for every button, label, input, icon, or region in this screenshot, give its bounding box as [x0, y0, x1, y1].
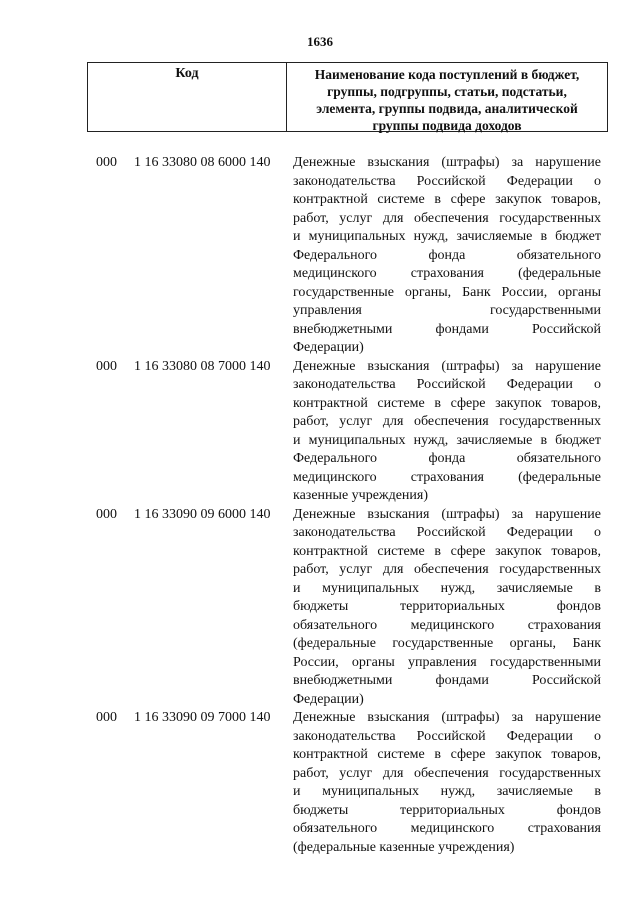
description-line: Федерации) [293, 340, 364, 355]
revenue-code: 1 16 33090 09 6000 140 [134, 506, 271, 522]
description-line: казенные учреждения) [293, 488, 429, 503]
description-line: государственные органы, Банк России, органы [293, 284, 601, 300]
description-line: контрактной системе в сфере закупок товаров, [293, 543, 601, 559]
admin-code: 000 [96, 358, 117, 374]
description-line: Федерального фонда обязательного [293, 451, 601, 466]
description-line: контрактной системе в сфере закупок товаров, [293, 395, 601, 411]
description-line: внебюджетными фондами Российской [293, 673, 601, 688]
header-name-line: Наименование кода поступлений в бюджет, [314, 67, 580, 82]
description-line: контрактной системе в сфере закупок товаров, [293, 747, 601, 762]
description-line: Федерации) [293, 691, 364, 707]
description-line: и муниципальных нужд, зачисляемые в бюджет [293, 432, 601, 448]
description-line: Денежные взыскания (штрафы) за нарушение [293, 155, 601, 170]
description-line: внебюджетными фондами Российской [293, 321, 601, 337]
description-line: Денежные взыскания (штрафы) за нарушение [293, 710, 601, 725]
admin-code: 000 [96, 710, 117, 725]
description-line: обязательного медицинского страхования [293, 821, 601, 836]
description-line: и муниципальных нужд, зачисляемые в [293, 580, 601, 596]
table-row [0, 709, 640, 857]
description-line: работ, услуг для обеспечения государственных [293, 414, 601, 429]
description-line: и муниципальных нужд, зачисляемые в [293, 784, 601, 799]
description-line: законодательства Российской Федерации о [293, 525, 601, 540]
description-line: обязательного медицинского страхования [293, 617, 601, 633]
revenue-code: 1 16 33080 08 7000 140 [134, 358, 271, 374]
description-line: работ, услуг для обеспечения государственных [293, 562, 601, 577]
header-name-column [287, 63, 607, 131]
description-line: (федеральные казенные учреждения) [293, 839, 515, 855]
table-row [0, 358, 640, 506]
description-line: работ, услуг для обеспечения государственных [293, 765, 601, 781]
header-name-line: группы подвида доходов [372, 118, 522, 133]
description-line: Федерального фонда обязательного [293, 247, 601, 263]
description-line: Денежные взыскания (штрафы) за нарушение [293, 506, 601, 522]
description-line: контрактной системе в сфере закупок товаров, [293, 192, 601, 207]
description-line: России, органы управления государственными [293, 654, 601, 670]
revenue-code: 1 16 33090 09 7000 140 [134, 710, 271, 725]
revenue-code-list [0, 154, 640, 857]
revenue-code-description [293, 154, 601, 358]
header-name-line: элемента, группы подвида, аналитической [316, 101, 578, 116]
table-header [87, 62, 608, 132]
revenue-code: 1 16 33080 08 6000 140 [134, 155, 271, 170]
header-code-column: Код [88, 63, 287, 131]
description-line: законодательства Российской Федерации о [293, 173, 601, 189]
description-line: медицинского страхования (федеральные [293, 266, 601, 281]
description-line: бюджеты территориальных фондов [293, 802, 601, 818]
description-line: работ, услуг для обеспечения государственных [293, 210, 601, 226]
revenue-code-description [293, 709, 601, 857]
description-line: Денежные взыскания (штрафы) за нарушение [293, 358, 601, 374]
description-line: управления государственными [293, 303, 601, 318]
admin-code: 000 [96, 155, 117, 170]
page-number: 1636 [307, 34, 333, 49]
description-line: медицинского страхования (федеральные [293, 469, 601, 485]
admin-code: 000 [96, 506, 117, 522]
table-row [0, 506, 640, 710]
description-line: и муниципальных нужд, зачисляемые в бюджет [293, 229, 601, 244]
header-name-line: группы, подгруппы, статьи, подстатьи, [327, 84, 567, 99]
description-line: законодательства Российской Федерации о [293, 728, 601, 744]
revenue-code-description [293, 506, 601, 710]
description-line: бюджеты территориальных фондов [293, 599, 601, 614]
revenue-code-description [293, 358, 601, 506]
table-row [0, 154, 640, 358]
description-line: (федеральные государственные органы, Банк [293, 636, 601, 651]
description-line: законодательства Российской Федерации о [293, 377, 601, 392]
